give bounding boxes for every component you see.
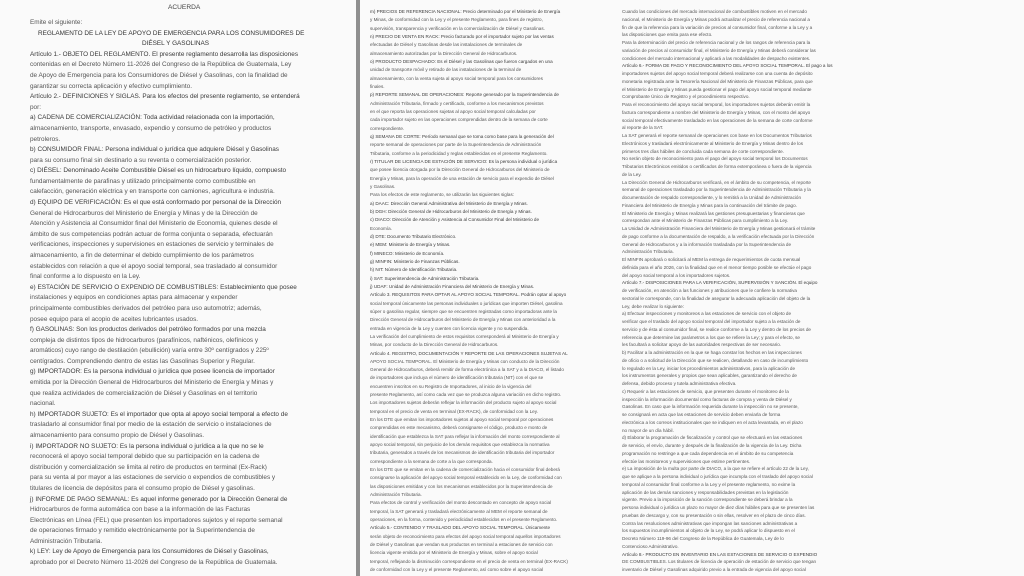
text-line: no mayor de un día hábil. [622,427,674,433]
text-line: primeros tres días hábiles de concluida cada semana de corte correspondiente. [622,148,784,154]
text-line: sectorial le corresponde, con la finalidad de asegurar la adecuada aplicación del objeto de la [622,295,811,301]
text-line: de conformidad con la Ley y el presente Reglamento, así como sobre el apoyo social [370,567,544,572]
text-line: Administración Tributaria. [622,249,674,255]
text-line: del apoyo social temporal a los importadores sujetos. [622,272,731,278]
text-line: REGLAMENTO DE LA LEY DE APOYO DE EMERGENCIA PARA LOS CONSUMIDORES DE [38,29,305,37]
text-line: operaciones, en la forma, contenido y periodicidad establecidos en el presente Reglamento. [370,517,558,522]
text-line: nacional, el Ministerio de Energía y Minas podrá actualizar el precio de referencia nacional a [622,16,810,22]
text-line: La verificación del cumplimiento de estos requisitos corresponderá al Ministerio de Energía y [370,333,559,339]
text-line: licencia vigente emitida por el Ministerio de Energía y Minas, sobre el apoyo social [370,550,538,556]
text-line: reconocerá el apoyo social temporal debido que su participación en la cadena de [30,453,260,461]
text-line: cada importador sujeto en las operaciones comprendidas dentro de la semana de corte [370,117,548,123]
text-line: presente Reglamento, así como cada vez que se produzca alguna variación en dicho registro. [370,392,562,398]
text-line: de Diésel y Gasolinas que vendan sus productos en terminal a estaciones de servicio con [370,542,553,547]
text-line: Artículo 2.- DEFINICIONES Y SIGLAS. Para los efectos del presente reglamento, se entenderá [30,93,300,101]
text-line: monetaria registrada ante la Tesorería Nacional del Ministerio de Finanzas Públicas, para que [622,78,813,84]
text-line: final conforme a lo dispuesto en la Ley. [30,273,141,281]
text-line: c) Requerir a las estaciones de servicio, que presenten durante el monitoreo de la [622,388,789,394]
text-line: defensa, debido proceso y tutela administrativa efectiva. [622,381,737,386]
text-line: Artículo 7.- DISPOSICIONES PARA LA VERIFICACIÓN, SUPERVISIÓN Y SANCIÓN. El equipo [622,280,818,286]
text-line: e) MEM: Ministerio de Energía y Minas. [370,242,451,248]
text-line: La Dirección General de Hidrocarburos verificará, en el ámbito de su competencia, el reporte [622,179,811,185]
text-line: de verificación, en atención a las funciones y atribuciones que le confiere la normativa [622,288,797,293]
text-line: reporte semanal de operaciones por parte de la Superintendencia de Administración [370,142,542,148]
text-line: para su consumo final sin destinarlo a su reventa o comercialización posterior. [30,156,252,164]
text-line: el Ministerio de Energía y Minas pueda gestionar el pago del apoyo social temporal mediante [622,86,812,92]
text-line: e) La imposición de la multa por parte de DIACO, a la que se refiere el artículo 22 de la Ley, [622,466,809,472]
text-line: Energía y Minas, para la operación de una estación de servicio para el expendio de Diésel [370,175,554,181]
text-line: verificaciones, inspecciones y supervisiones en estaciones de servicio y terminales de [30,241,274,249]
text-line: q) SEMANA DE CORTE: Período semanal que se toma como base para la generación del [370,133,554,139]
text-line: Ley, debe realizar lo siguiente: [622,303,684,309]
text-line: supervisión, transparencia y verificación en la comercialización de Diésel y Gasolinas. [370,25,545,31]
text-line: distribución y comercialización se limita al retiro de productos en terminal (Ex-Rack) [30,463,267,471]
text-line: en el que reporta las operaciones sujetas al apoyo social temporal calculadas por [370,108,536,114]
text-line: Artículo 3. REQUISITOS PARA OPTAR AL APOYO SOCIAL TEMPORAL. Podrán optar al apoyo [370,292,567,298]
text-line: k) LEY: Ley de Apoyo de Emergencia para los Consumidores de Diésel y Gasolinas, [30,548,269,556]
text-line: El Ministerio de Energía y Minas realizará las gestiones presupuestarias y financieras que [622,210,805,216]
text-line: temporal al consumidor final conforme a la Ley y el presente reglamento, no exime la [622,481,796,487]
text-line: persona individual o jurídica un plazo no mayor de diez días hábiles para que se presenten las [622,505,815,510]
text-line: h) NIT: Número de Identificación Tributaria. [370,267,458,273]
text-line: Artículo 4. REGISTRO, DOCUMENTACIÓN Y REPORTE DE LAS OPERACIONES SUJETAS AL [370,350,568,356]
text-line: apoyo social temporal, sin perjuicio de los demás requisitos que establezca la normativa [370,442,550,448]
text-line: temporal, la SAT generará y trasladará electrónicamente al MEM el reporte semanal de [370,508,548,514]
text-line: Artículo 6.- FORMA DE PAGO Y RECONOCIMIENTO DEL APOYO SOCIAL TEMPORAL. El pago a los [622,63,833,69]
text-line: entrada en vigencia de la Ley y cuenten con licencia vigente y no suspendida. [370,325,529,331]
text-line: posee equipo para el acopio de aceites lubricantes usados. [30,315,199,323]
text-line: Para el reconocimiento del apoyo social temporal, los importadores sujetos deberán emitir la [622,102,811,107]
text-line: inspección la información documental como facturas de compra y venta de Diésel y [622,396,792,402]
text-line: g) IMPORTADOR: Es la persona individual o jurídica que posee licencia de importador [30,368,275,376]
text-line: las disposiciones que emita para ese efecto. [622,32,713,38]
text-line: Hidrocarburos de forma automática con base a la información de las Facturas [30,506,251,514]
text-line: de operaciones firmado y remitido electrónicamente por la Superintendencia de [30,527,255,535]
text-line: que realiza actividades de comercialización de Diésel y Gasolinas en el territorio [30,389,258,397]
text-line: Para la determinación del precio de referencia nacional y de los rangos de referencia para la [622,40,811,45]
text-line: d) EQUIPO DE VERIFICACIÓN: Es el que está conformado por personal de la Dirección [30,199,282,206]
text-line: social temporal únicamente las personas individuales o jurídicas que importen Diésel, gasolina [370,300,563,306]
text-line: i) IMPORTADOR NO SUJETO: Es la persona individual o jurídica a la que no se le [30,442,264,450]
text-line: Contra las resoluciones administrativas que impongan las sanciones administrativas a [622,520,798,526]
text-line: j) UDAF: Unidad de Administración Financiera del Ministerio de Energía y Minas. [370,283,535,289]
text-line: calefacción, generación eléctrica y en transporte con camiones, agricultura e industria. [30,188,275,196]
text-line: Artículo 5.- CONTENIDO Y TRASLADO DEL APOYO SOCIAL TEMPORAL. Únicamente [370,525,551,531]
text-line: aprobado por el Decreto Número 11-2026 del Congreso de la República de Guatemala. [30,559,278,566]
text-line: i) SAT: Superintendencia de Administración Tributaria. [370,275,480,281]
text-line: DE COMBUSTIBLES. Los titulares de licencia de operación de estación de servicio que tengan [622,559,817,565]
text-line: Los importadores sujetos deberán reflejar la información del producto sujeto al apoyo social [370,400,557,406]
text-line: Administración Tributaria. [370,492,422,497]
text-line: f) MINECO: Ministerio de Economía. [370,250,445,256]
text-line: emitida por la Dirección General de Hidrocarburos del Ministerio de Energía y Minas y [30,379,274,386]
text-line: principalmente combustibles derivados del petróleo para uso automotriz; además, [30,304,262,312]
text-line: Tributaria, conforme a la periodicidad y reglas establecidas en el presente Reglamento. [370,150,548,156]
text-line: a) DAAC: Dirección General Administrativa del Ministerio de Energía y Minas. [370,200,528,206]
text-line: almacenamiento, con la venta sujeta al apoyo social temporal para los consumidores [370,75,543,81]
text-line: nacional. [30,400,56,408]
text-line: almacenamiento, a fin de determinar el debido cumplimiento de los parámetros [30,251,254,259]
text-line: condiciones del mercado internacional y aplicará a las modalidades de despacho existentes. [622,55,811,61]
text-line: El MINFIN aprobará o solicitará al MEM la entrega de requerimientos de cuota mensual [622,257,801,262]
text-line: de Apoyo de Emergencia para los Consumidores de Diésel y Gasolinas, con la finalidad de [30,71,288,79]
text-line: vigente. Previo a la imposición de la sanción correspondiente se deberá brindar a la [622,497,793,503]
text-line: Administración Tributaria, firmado y certificado, conforme a los mecanismos previstos [370,100,544,106]
text-line: de pago conforme a la documentación de respaldo, a la verificación efectuada por la Dirección [622,233,815,239]
text-line: Cuando las condiciones del mercado internacional de combustibles motiven en el mercado [622,9,807,14]
text-line: comprendidas en este mecanismo, deberá consignarse el código, producto e monto de [370,425,548,431]
text-line: Artículo 1.- OBJETO DEL REGLAMENTO. El presente reglamento desarrolla las disposiciones [30,50,299,58]
text-line: verificar que el traslado del apoyo social temporal del importador sujeto a la estación de [622,319,801,324]
text-line: Electrónicas en Línea (FEL) que presenten los importadores sujetos y el reporte semanal [30,516,283,524]
text-line: identificación que establezca la SAT para reflejar la información del monto correspondiente al [370,433,560,439]
text-line: Financiera del Ministerio de Energía y Minas para la continuación del trámite de pago. [622,202,797,208]
text-line: electrónica a los correos institucionales que se indiquen en el acta levantada, en el plazo [622,419,803,425]
text-line: a) CADENA DE COMERCIALIZACIÓN: Toda actividad relacionada con la importación, [30,114,275,122]
text-line: de importadores que incluya el número de identificación tributaria (NIT) con el que se [370,375,544,381]
text-line: pruebas de descargo y, con su presentación o sin ellas, resolver en el plazo de cinco días. [622,512,806,518]
text-line: efectuadas de Diésel y Gasolinas desde las instalaciones de terminales de [370,42,523,48]
text-line: importadores sujetos del apoyo social temporal deberá realizarse con una cuenta de depósito [622,71,813,76]
text-line: Electrónicos y trasladará electrónicamente al Ministerio de Energía y Minas dentro de los [622,140,804,146]
text-line: m) PRECIOS DE REFERENCIA NACIONAL: Precio determinado por el Ministerio de Energía [370,9,561,14]
text-line: Artículo 8.- PRODUCTO EN INVENTARIO EN LAS ESTACIONES DE SERVICIO O EXPENDIO [622,551,818,557]
text-line: correspondiente a la semana de corte a la que corresponda. [370,458,493,464]
text-line: n) PRECIO DE VENTA EN RACK: Precio facturado por el importador sujeto por las ventas [370,34,554,39]
page-left [0,0,356,576]
text-line: Economía. [370,225,392,231]
text-line: documentación de respaldo correspondiente, y lo remitirá a la Unidad de Administración [622,195,802,200]
text-line: instalaciones y equipos en condiciones aptas para almacenar y expender [30,294,238,302]
page-right [360,0,1024,576]
text-line: temporal en el precio de venta en terminal (EX-RACK), de conformidad con la Ley. [370,408,538,414]
text-line: factura correspondiente a nombre del Ministerio de Energía y Minas, con el monto del apoyo [622,109,811,115]
text-line: Comprobante Único de Registro y el procedimiento respectivo. [622,94,750,100]
text-line: los supuestos incumplimientos al objeto de la Ley, se podrá aplicar lo dispuesto en el [622,528,795,534]
text-line: referencia que determine las parámetros a los que se refiere la Ley; y para el efecto, se [622,334,800,340]
text-line: finales. [370,84,385,89]
text-line: al reporte de la SAT. [622,125,664,131]
text-line: La SAT generará el reporte semanal de operaciones con base en los Documentos Tributarios [622,133,812,138]
text-line: que se aplique a la persona individual o jurídica que incumpla con el traslado del apoyo social [622,474,813,479]
text-line: j) INFORME DE PAGO SEMANAL: Es aquel informe generado por la Dirección General de [30,495,288,503]
text-line: almacenamiento, transporte, envasado, expendio y consumo de petróleo y productos [30,124,272,132]
text-line: correspondan ante el Ministerio de Finanzas Públicas para cumplimiento a la Ley. [622,218,789,224]
text-line: de oficio o a solicitud de la Dirección que se realicen, detallando en caso de incumplimiento [622,357,809,363]
text-line: b) DGH: Dirección General de Hidrocarburos del Ministerio de Energía y Minas. [370,208,532,214]
text-line: definida para el año 2026, con la finalidad que en el menor tiempo posible se efectúe el pago [622,264,812,270]
text-line: a) Efectuar inspecciones y monitoreos a las estaciones de servicio con el objeto de [622,311,792,317]
text-line: Emite el siguiente: [30,19,83,26]
text-line: p) REPORTE SEMANAL DE OPERACIONES: Reporte generado por la Superintendencia de [370,92,559,98]
text-line: titulares de licencia de depósitos para el consumo propio de Diésel y gasolinas. [30,484,255,492]
text-line: h) IMPORTADOR SUJETO: Es el importador que opta al apoyo social temporal a efecto de [30,410,288,418]
text-line: social temporal efectivamente trasladado en las operaciones de la semana de corte conforme [622,117,813,123]
text-line: semanal de operaciones trasladado por la Superintendencia de Administración Tributaria y la [622,187,811,193]
text-line: APOYO SOCIAL TEMPORAL. El Ministerio de Energía y Minas con conducto de la Dirección [370,358,560,364]
text-line: consignarse la aplicación del apoyo social temporal establecido en la Ley, de conformidad con [370,475,562,481]
text-line: f) GASOLINAS: Son los productos derivados del petróleo formados por una mezcla [30,326,266,334]
text-line: almacenamiento para consumo propio de Diésel y Gasolinas. [30,431,205,439]
text-line: encuentren inscritos en su Registro de Importadores, al inicio de la vigencia del [370,383,532,389]
text-line: Decreto Número 119-96 del Congreso de la República de Guatemala, Ley de lo [622,536,784,541]
text-line: DIÉSEL Y GASOLINAS [142,40,210,48]
text-line: variación de precios al consumidor final, el Ministerio de Energía y Minas deberá considerar las [622,47,816,53]
text-line: inventario de Diésel y Gasolinas adquirido previo a la entrada de vigencia del apoyo social [622,567,806,572]
text-line: trasladarlo al consumidor final por medio de la estación de servicio o instalaciones de [30,421,272,429]
text-line: centígrados. Comprendiendo dentro de estas las Gasolinas Superior y Regular. [30,357,255,365]
text-line: se consignará en acta que las estaciones de servicio deben enviarla de forma [622,412,781,417]
text-line: de servicio, el envío, durante y después de la finalización de la vigencia de la Ley. Dicha [622,443,802,448]
text-line: ámbito de sus competencias podrán actuar de forma conjunta o separada, efectuarán [30,230,273,238]
text-line: Contencioso Administrativo. [622,543,679,549]
text-line: fundamentalmente de parafinas y utilizado principalmente como combustible en [30,177,256,185]
text-line: que posee licencia otorgada por la Dirección General de Hidrocarburos del Ministerio de [370,167,550,173]
text-line: Gasolinas. En caso que la información requerida durante la inspección no se presente, [622,404,799,410]
running-title: ACUERDA [168,4,201,11]
text-line: Tributarios Electrónicos emitidos o certificados de forma extemporánea o fuera de la vigencia [622,164,812,169]
text-line: y Gasolinas. [370,183,396,189]
text-line: compleja de distintos tipos de hidrocarburos (parafínicos, nafténicos, olefínicos y [30,336,259,344]
text-line: aromáticos) cuyo rango de destilación (ebullición) varía entre 30º centígrados y 225º [30,347,269,355]
text-line: temporal, reflejando la disminución correspondiente en el precio de venta en terminal (EX-RACK) [370,558,568,564]
text-line: Para los efectos de este reglamento, se utilizarán las siguientes siglas: [370,192,515,198]
text-line: y Minas, de conformidad con la Ley y el presente Reglamento, para fines de registro, [370,17,543,23]
text-line: b) CONSUMIDOR FINAL: Persona individual o jurídica que adquiere Diésel y Gasolinas [30,146,279,154]
text-line: garantizar su correcta aplicación y efectivo cumplimiento. [30,82,192,90]
text-line: En los DTE que se emitan en la cadena de comercialización hacia el consumidor final deberá [370,467,560,473]
text-line: Administración Tributaria. [30,537,103,545]
text-line: las disposiciones emitidas y con los mecanismos establecidos por la Superintendencia de [370,483,553,489]
text-line: Para efectos de control y verificación del monto descontado en concepto de apoyo social [370,500,552,506]
text-line: efectúe las monitoreos y supervisiones que estime pertinentes. [622,458,751,464]
text-line: tributaria, generados a través de los mecanismos de identificación tributaria del importador [370,450,555,456]
text-line: r) TITULAR DE LICENCIA DE ESTACIÓN DE SERVICIO: Es la persona individual o jurídica [370,158,558,164]
text-line: los instrumentos generales y propios que sean aplicables, garantizando el derecho de [622,373,797,379]
text-line: contenidas en el Decreto Número 11-2026 del Congreso de la República de Guatemala, Ley [30,61,292,69]
text-line: d) Elaborar la programación de fiscalización y control que se efectuará en las estaciones [622,435,803,441]
text-line: d) DTE: Documento Tributario Electrónico. [370,233,457,239]
page-left-text [0,0,356,576]
text-line: General de Hidrocarburos y a la información trasladada por la Superintendencia de [622,241,792,247]
text-line: e) ESTACIÓN DE SERVICIO O EXPENDIO DE COMBUSTIBLES: Establecimiento que posee [30,283,297,291]
text-line: fin de que la referencia para la variación de precios al consumidor final, conforme a la Ley y a [622,24,813,30]
text-line: o) PRODUCTO DESPACHADO: Es el Diésel y las Gasolinas que fueron cargados en una [370,59,553,64]
text-line: b) Facilitar a la administración en la que se haga constar los hechos en las inspecciones [622,350,802,355]
text-line: No serán objeto de reconocimiento para el pago del apoyo social temporal los Documentos [622,156,808,162]
text-line: En los DTE que emitan los importadores sujetos al apoyo social temporal por operaciones [370,417,554,423]
text-line: La Unidad de Administración Financiera del Ministerio de Energía y Minas gestionará el trámite [622,226,816,231]
text-line: lo regulado en la Ley, iniciar los procedimientos administrativos, para la aplicación de [622,365,796,371]
text-line: Dirección General de Hidrocarburos del Ministerio de Energía y Minas con anterioridad a la [370,317,556,323]
text-line: almacenamiento autorizadas por la Dirección General de Hidrocarburos. [370,50,518,56]
text-line: petroleros. [30,135,61,143]
text-line: servicio y de ésta al consumidor final, se realice conforme a la Ley y dentro de los precios de [622,326,811,332]
text-line: programación no restringe a que cada dependencia en el ámbito de su competencia [622,450,794,456]
text-line: de la Ley. [622,171,642,177]
page-right-column-2 [360,0,1024,576]
text-line: les facultará a solicitar apoyo de las autoridades respectivas de ser necesario. [622,342,782,348]
text-line: súper o gasolina regular, siempre que se encuentren registradas como importadoras ante la [370,308,557,314]
text-line: para su venta al por mayor a las estaciones de servicio o expendios de combustibles y [30,474,276,482]
text-line: c) DIACO: Dirección de Atención y Asistencia al Consumidor Final del Ministerio de [370,217,540,223]
text-line: Minas, por conducto de la Dirección General de Hidrocarburos. [370,342,499,348]
text-line: Atención y Asistencia al Consumidor final del Ministerio de Economía, quienes desde el [30,220,278,228]
text-line: correspondiente. [370,125,405,131]
text-line: por: [30,103,42,111]
text-line: g) MINFIN: Ministerio de Finanzas Públicas. [370,258,460,264]
text-line: c) DIÉSEL: Denominado Aceite Combustible Diésel es un hidrocarburo líquido, compuesto [30,167,287,175]
text-line: General de Hidrocarburos, deberá remitir de forma electrónica a la SAT y a la DIACO, el listado [370,367,564,373]
text-line: serán objeto de reconocimiento para efectos del apoyo social temporal aquellos importadores [370,533,561,539]
text-line: General de Hidrocarburos del Ministerio de Energía y Minas y de la Dirección de [30,209,258,217]
text-line: establecidos con relación a que el apoyo social temporal, sea trasladado al consumidor [30,262,278,270]
text-line: aplicación de las demás sanciones y responsabilidades previstas en la legislación [622,489,789,495]
text-line: unidad de transporte móvil y retirado de las instalaciones de la terminal de [370,67,522,73]
